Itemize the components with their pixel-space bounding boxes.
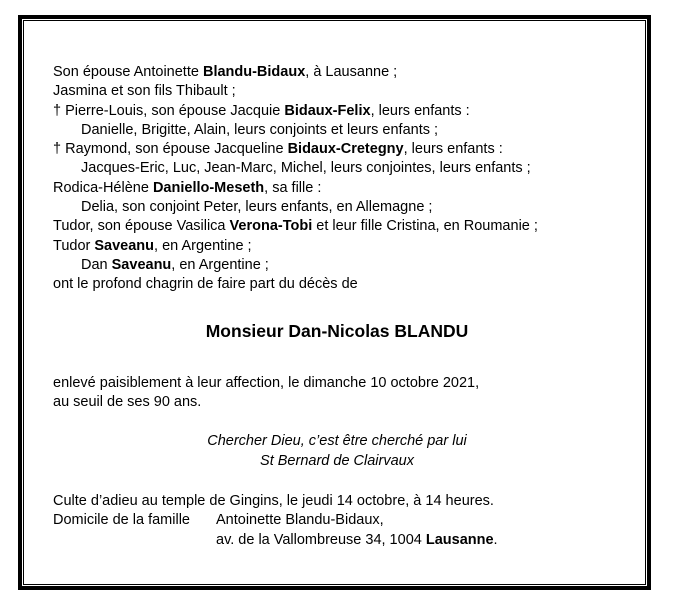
- bold-name-segment: Saveanu: [94, 237, 155, 254]
- bold-name-segment: Bidaux-Cretegny: [287, 141, 404, 158]
- family-line: [53, 217, 621, 236]
- text-segment: Tudor: [53, 237, 95, 254]
- document-border-outer: [18, 15, 651, 590]
- text-segment: Son épouse Antoinette: [53, 64, 203, 80]
- text-segment: , en Argentine ;: [171, 256, 269, 273]
- family-line: [53, 82, 621, 101]
- text-segment: ont le profond chagrin de faire part du décès de: [53, 276, 358, 293]
- text-segment: Jacques-Eric, Luc, Jean-Marc, Michel, leurs conjointes, leurs enfants ;: [81, 160, 531, 177]
- text-segment: , leurs enfants :: [370, 102, 470, 119]
- text-segment: , en Argentine ;: [154, 237, 252, 254]
- quote-text: Chercher Dieu, c’est être cherché par lui: [207, 433, 467, 450]
- family-home-label: Domicile de la famille: [53, 512, 190, 529]
- quote-attribution: St Bernard de Clairvaux: [260, 452, 414, 469]
- text-segment: , à Lausanne ;: [305, 64, 398, 80]
- family-home-row: [53, 511, 621, 530]
- family-line: [53, 102, 621, 121]
- quote: [53, 432, 621, 471]
- service-info: [53, 492, 621, 550]
- family-line: [53, 237, 621, 256]
- family-line: [53, 198, 621, 217]
- family-home-address: [216, 531, 498, 550]
- text-segment: † Raymond, son épouse Jacqueline: [53, 141, 288, 158]
- bold-name-segment: Blandu-Bidaux: [202, 64, 306, 80]
- family-lines: [53, 63, 621, 295]
- text-segment: , leurs enfants :: [403, 141, 503, 158]
- family-line: [53, 63, 621, 82]
- death-info: [53, 374, 621, 413]
- text-segment: , sa fille :: [264, 179, 322, 196]
- bold-name-segment: Saveanu: [111, 256, 172, 273]
- text-segment: † Pierre-Louis, son épouse Jacquie: [53, 102, 285, 119]
- family-home-row: [53, 531, 621, 550]
- bold-name-segment: Verona-Tobi: [229, 218, 313, 235]
- family-line: [53, 121, 621, 140]
- family-line: [53, 159, 621, 178]
- death-info-line: au seuil de ses 90 ans.: [53, 393, 202, 410]
- text-segment: Danielle, Brigitte, Alain, leurs conjoints et leurs enfants ;: [81, 121, 439, 138]
- family-line: [53, 256, 621, 275]
- text-segment: Tudor, son épouse Vasilica: [53, 218, 230, 235]
- text-segment: av. de la Vallombreuse 34, 1004: [216, 531, 426, 548]
- notice-content: [24, 21, 645, 550]
- text-segment: .: [493, 531, 498, 548]
- text-segment: Jasmina et son fils Thibault ;: [53, 83, 236, 100]
- page-title-deceased-name: Monsieur Dan-Nicolas BLANDU: [205, 320, 469, 341]
- text-segment: et leur fille Cristina, en Roumanie ;: [312, 218, 538, 235]
- text-segment: Rodica-Hélène: [53, 179, 153, 196]
- family-home-label-spacer: [53, 531, 216, 550]
- family-line: [53, 275, 621, 294]
- document-border-inner: [23, 20, 646, 585]
- family-line: [53, 179, 621, 198]
- death-info-line: enlevé paisiblement à leur affection, le dimanche 10 octobre 2021,: [53, 374, 480, 391]
- bold-name-segment: Daniello-Meseth: [152, 179, 265, 196]
- service-line: Culte d’adieu au temple de Gingins, le jeudi 14 octobre, à 14 heures.: [53, 493, 494, 510]
- family-home-name: Antoinette Blandu-Bidaux,: [216, 512, 384, 529]
- family-line: [53, 140, 621, 159]
- text-segment: Delia, son conjoint Peter, leurs enfants, en Allemagne ;: [81, 199, 433, 216]
- bold-name-segment: Lausanne: [425, 531, 494, 548]
- bold-name-segment: Bidaux-Felix: [284, 102, 371, 119]
- text-segment: Dan: [81, 256, 112, 273]
